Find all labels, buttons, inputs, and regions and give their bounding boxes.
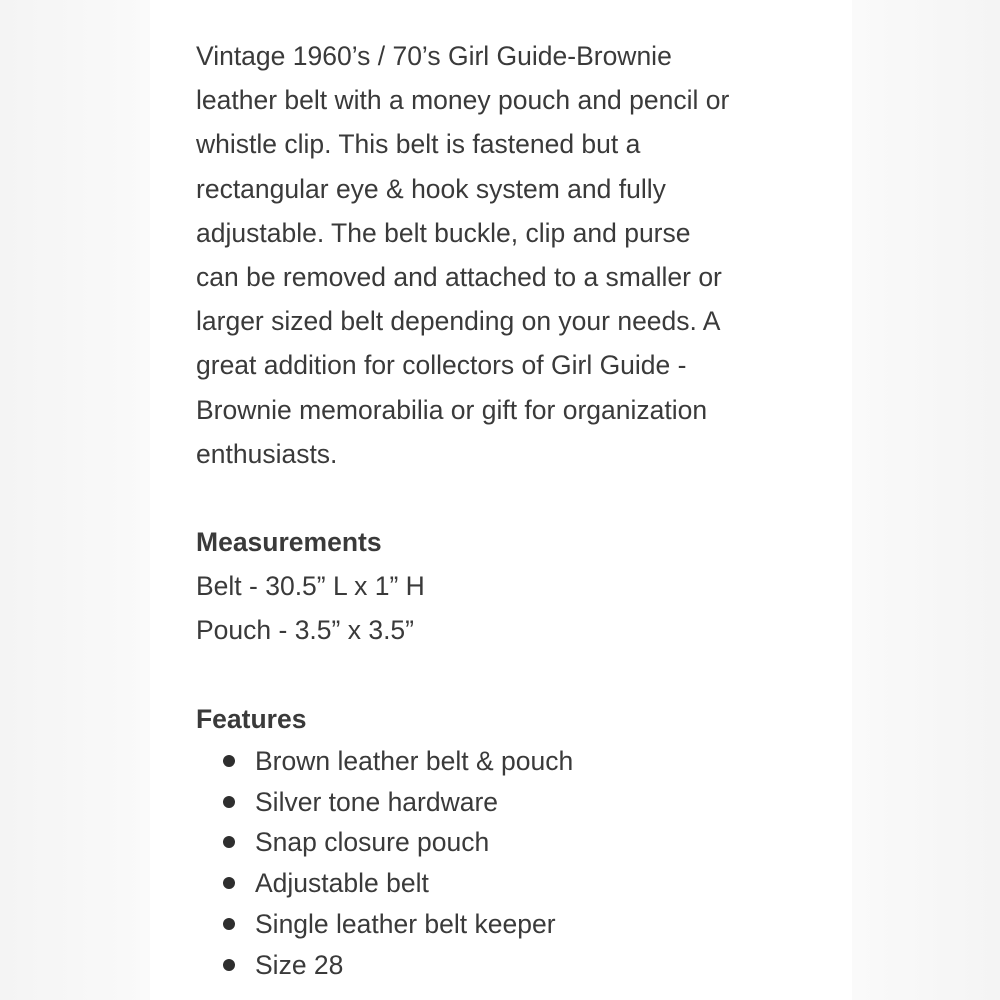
- feature-item: [196, 945, 816, 986]
- feature-label: Size 28: [255, 949, 344, 980]
- feature-item: [196, 782, 816, 823]
- feature-label: Snap closure pouch: [255, 827, 490, 858]
- description-line: larger sized belt depending on your needs. A: [196, 306, 721, 337]
- bullet-icon: [223, 959, 235, 971]
- feature-item: [196, 741, 816, 782]
- feature-label: Single leather belt keeper: [255, 909, 556, 940]
- feature-label: Adjustable belt: [255, 868, 429, 899]
- features-list: [196, 741, 816, 986]
- feature-item: [196, 822, 816, 863]
- pouch-measurement: Pouch - 3.5” x 3.5”: [196, 615, 414, 646]
- description-line: can be removed and attached to a smaller or: [196, 262, 722, 293]
- description-line: enthusiasts.: [196, 438, 338, 469]
- bullet-icon: [223, 755, 235, 767]
- feature-item: [196, 904, 816, 945]
- feature-item: [196, 863, 816, 904]
- bullet-icon: [223, 836, 235, 848]
- bullet-icon: [223, 918, 235, 930]
- description-line: great addition for collectors of Girl Guide -: [196, 350, 687, 381]
- description-line: whistle clip. This belt is fastened but a: [196, 129, 641, 160]
- description-paragraph: [196, 34, 816, 476]
- description-line: leather belt with a money pouch and pencil or: [196, 85, 730, 116]
- features-heading: Features: [196, 703, 307, 734]
- description-line: Vintage 1960’s / 70’s Girl Guide-Brownie: [196, 41, 672, 71]
- description-line: adjustable. The belt buckle, clip and purse: [196, 217, 691, 248]
- listing-description: [196, 34, 816, 986]
- measurements-heading: Measurements: [196, 527, 382, 558]
- description-line: rectangular eye & hook system and fully: [196, 173, 666, 204]
- description-line: Brownie memorabilia or gift for organization: [196, 394, 708, 425]
- measurements-section: [196, 520, 816, 653]
- belt-measurement: Belt - 30.5” L x 1” H: [196, 571, 425, 602]
- bullet-icon: [223, 796, 235, 808]
- features-section: [196, 697, 816, 986]
- feature-label: Silver tone hardware: [255, 786, 499, 817]
- bullet-icon: [223, 877, 235, 889]
- feature-label: Brown leather belt & pouch: [255, 745, 574, 776]
